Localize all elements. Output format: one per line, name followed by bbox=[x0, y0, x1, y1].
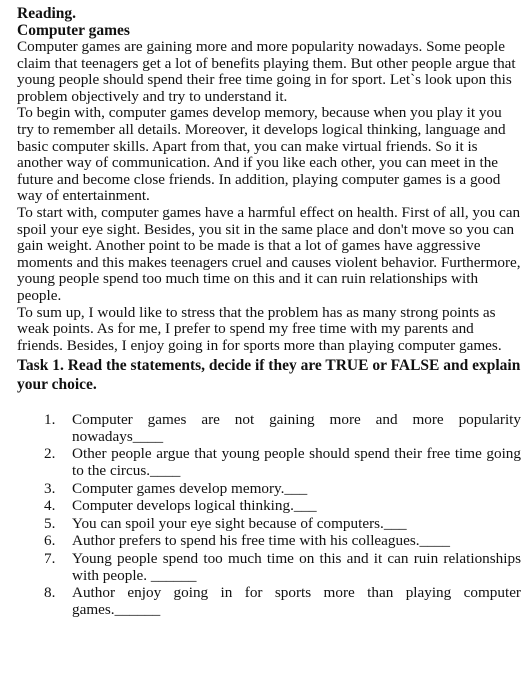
reading-title: Reading. bbox=[17, 5, 76, 22]
statement-number: 8. bbox=[44, 584, 56, 602]
paragraph-advantages: To begin with, computer games develop memory, because when you play it you try to remember all details. Moreover, it develops logical thinking, language and basic computer skills. Apart from that, you can make virtual friends. So it is another way of communication. And if you like each other, you can meet in the future and become close friends. In addition, playing computer games is a good way of entertainment. bbox=[17, 104, 506, 205]
statement-number: 3. bbox=[44, 479, 56, 497]
statement-number: 4. bbox=[44, 497, 56, 515]
statement-number: 6. bbox=[44, 532, 56, 550]
statement-text: Computer games develop memory.___ bbox=[72, 479, 308, 497]
statement-item bbox=[17, 551, 521, 584]
text-title: Computer games bbox=[17, 22, 130, 39]
paragraph-disadvantages: To start with, computer games have a harmful effect on health. First of all, you can spoil your eye sight. Besides, you sit in the same place and don't move so you can gain weight. Another point to be made is that a lot of games have aggressive moments and this makes teenagers cruel and causes violent behavior. Furthermore, young people spend too much time on this and it can ruin relationships with people. bbox=[17, 203, 521, 304]
statement-number: 1. bbox=[44, 411, 56, 429]
task-heading: Task 1. Read the statements, decide if they are TRUE or FALSE and explain your choice. bbox=[17, 357, 521, 394]
statement-item bbox=[17, 585, 521, 618]
statement-text: Author enjoy going in for sports more than playing computer games.______ bbox=[72, 584, 521, 618]
statement-item bbox=[17, 481, 521, 498]
statement-list bbox=[17, 412, 521, 618]
statement-text: Computer games are not gaining more and more popularity nowadays____ bbox=[72, 411, 521, 445]
statement-text: Young people spend too much time on this and it can ruin relationships with people. ______ bbox=[72, 550, 521, 584]
paragraph-conclusion: To sum up, I would like to stress that the problem has as many strong points as weak points. As for me, I prefer to spend my free time with my parents and friends. Besides, I enjoy going in for sports more than playing computer games. bbox=[17, 303, 502, 354]
statement-number: 7. bbox=[44, 550, 56, 568]
worksheet-page bbox=[17, 5, 521, 619]
statement-text: Computer develops logical thinking.___ bbox=[72, 497, 317, 515]
statement-text: Author prefers to spend his free time with his colleagues.____ bbox=[72, 532, 450, 550]
statement-item bbox=[17, 498, 521, 515]
statement-item bbox=[17, 533, 521, 550]
statement-text: Other people argue that young people should spend their free time going to the circus.____ bbox=[72, 445, 521, 480]
statement-number: 2. bbox=[44, 445, 56, 463]
statement-item bbox=[17, 412, 521, 445]
statement-item bbox=[17, 446, 521, 479]
statement-text: You can spoil your eye sight because of computers.___ bbox=[72, 514, 407, 532]
statement-number: 5. bbox=[44, 514, 56, 532]
paragraph-intro: Computer games are gaining more and more popularity nowadays. Some people claim that teenagers get a lot of benefits playing them. But other people argue that young people should spend their free time going in for sport. Let`s look upon this problem objectively and try to understand it. bbox=[17, 38, 516, 105]
statement-item bbox=[17, 516, 521, 533]
